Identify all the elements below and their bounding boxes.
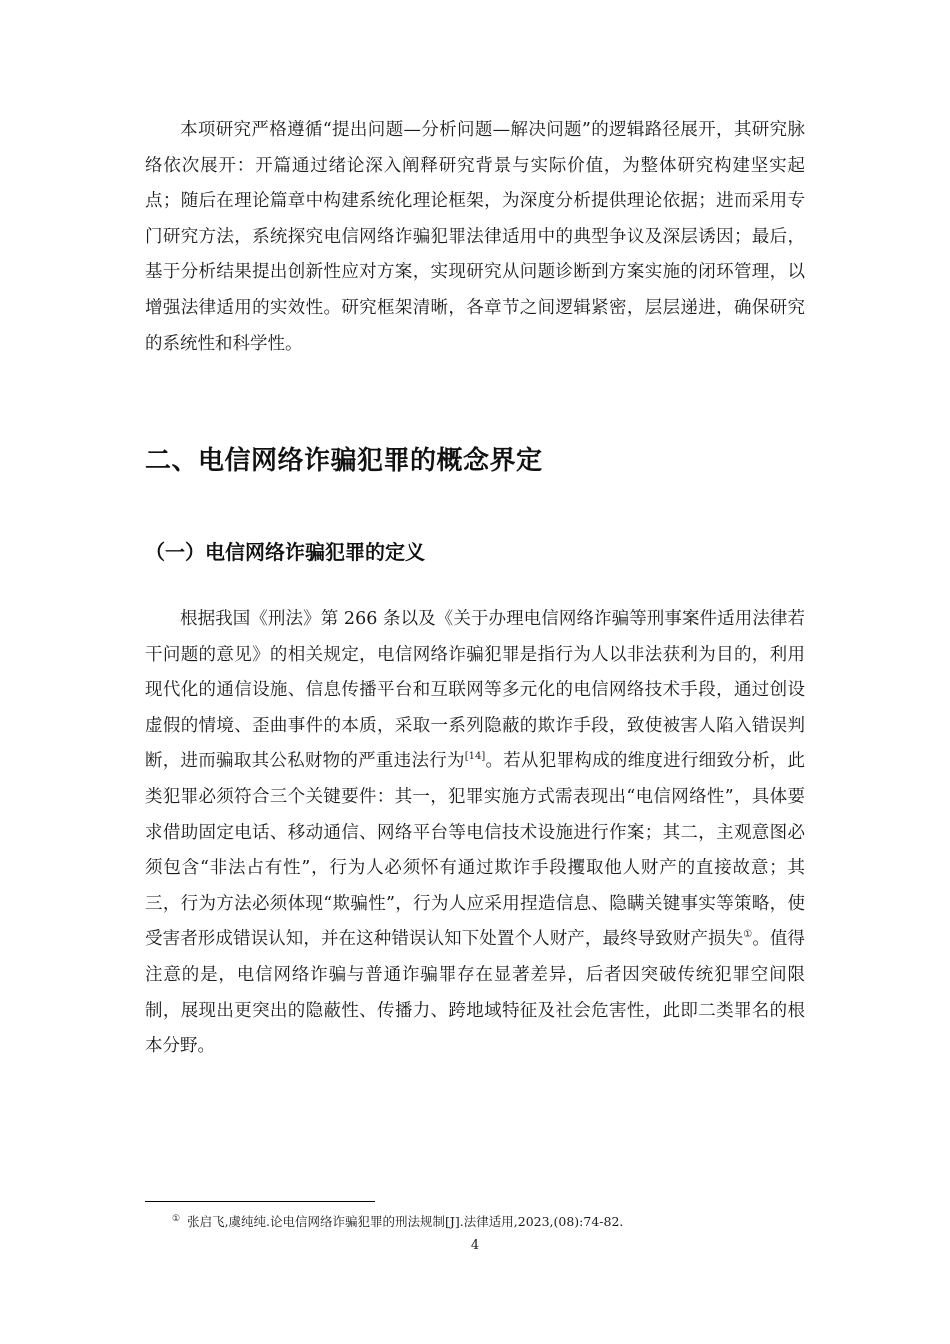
citation-reference: [14] <box>464 751 486 763</box>
body-paragraph-definition <box>145 602 805 1065</box>
footnote <box>172 1212 623 1230</box>
section-heading: 二、电信网络诈骗犯罪的概念界定 <box>145 446 543 476</box>
definition-text-part-1: 根据我国《刑法》第 266 条以及《关于办理电信网络诈骗等刑事案件适用法律若干问题的意见》的相关规定，电信网络诈骗犯罪是指行为人以非法获利为目的，利用现代化的通信设施、信息传播平台和互联网等多元化的电信网络技术手段，通过创设虚假的情境、歪曲事件的本质，采取一系列隐蔽的欺诈手段，致使被害人陷入错误判断，进而骗取其公私财物的严重违法行为 <box>145 609 805 772</box>
footnote-text: 张启飞,虞纯纯.论电信网络诈骗犯罪的刑法规制[J].法律适用,2023,(08):74-82. <box>187 1214 624 1229</box>
footnote-marker: ① <box>172 1213 181 1224</box>
definition-text-part-3: 。值得注意的是，电信网络诈骗与普通诈骗罪存在显著差异，后者因突破传统犯罪空间限制，展现出更突出的隐蔽性、传播力、跨地域特征及社会危害性，此即二类罪名的根本分野。 <box>145 929 806 1057</box>
body-paragraph-research-structure: 本项研究严格遵循“提出问题—分析问题—解决问题”的逻辑路径展开，其研究脉络依次展开：开篇通过绪论深入阐释研究背景与实际价值，为整体研究构建坚实起点；随后在理论篇章中构建系统化理论框架，为深度分析提供理论依据；进而采用专门研究方法，系统探究电信网络诈骗犯罪法律适用中的典型争议及深层诱因；最后，基于分析结果提出创新性应对方案，实现研究从问题诊断到方案实施的闭环管理，以增强法律适用的实效性。研究框架清晰，各章节之间逻辑紧密，层层递进，确保研究的系统性和科学性。 <box>145 120 805 354</box>
page-number: 4 <box>470 1238 480 1253</box>
footnote-divider <box>145 1201 375 1202</box>
footnote-reference: ① <box>743 929 753 941</box>
subsection-heading: （一）电信网络诈骗犯罪的定义 <box>145 540 425 564</box>
definition-text-part-2: 。若从犯罪构成的维度进行细致分析，此类犯罪必须符合三个关键要件：其一，犯罪实施方式需表现出“电信网络性”，具体要求借助固定电话、移动通信、网络平台等电信技术设施进行作案；其二，主观意图必须包含“非法占有性”，行为人必须怀有通过欺诈手段攫取他人财产的直接故意；其三，行为方法必须体现“欺骗性”，行为人应采用捏造信息、隐瞒关键事实等策略，使受害者形成错误认知，并在这种错误认知下处置个人财产，最终导致财产损失 <box>145 751 805 950</box>
